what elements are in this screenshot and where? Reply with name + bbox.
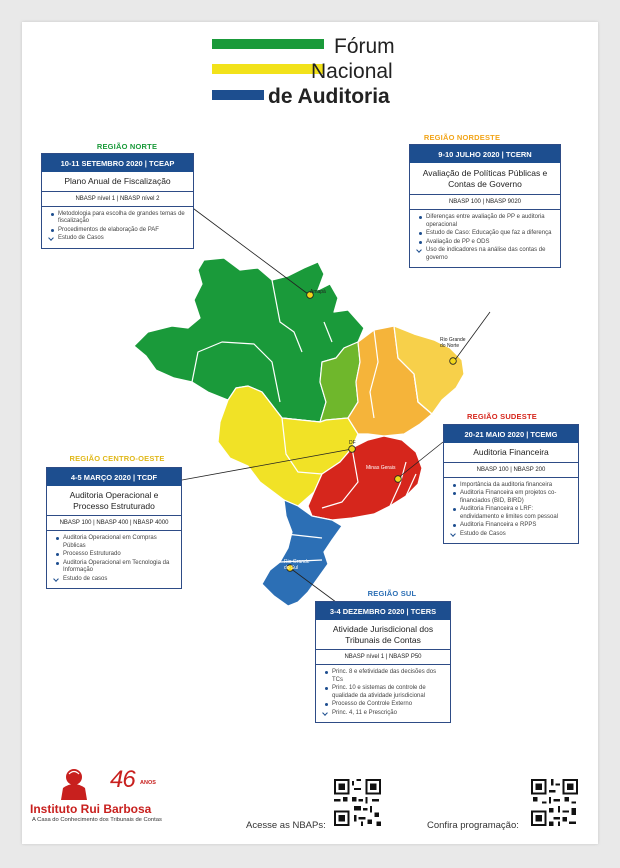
logo-anos: ANOS (140, 780, 156, 786)
event-card-date: 9-10 JULHO 2020 | TCERN (410, 145, 560, 163)
event-card-norms: NBASP nível 1 | NBASP P50 (316, 650, 450, 665)
event-card-title: Avaliação de Políticas Públicas e Contas de Governo (410, 163, 560, 195)
region-label-sul: REGIÃO SUL (367, 589, 417, 598)
map-label-rn: Rio Grande do Norte (440, 337, 466, 349)
region-label-sudeste: REGIÃO SUDESTE (467, 412, 537, 421)
logo-years: 46 (110, 766, 135, 793)
event-card-topics (47, 531, 181, 588)
event-card-norms: NBASP nível 1 | NBASP nível 2 (42, 192, 193, 207)
qr-code-programacao-icon[interactable] (531, 779, 578, 826)
list-item: Auditoria Financeira em projetos co-financiados (BID, BIRD) (453, 490, 573, 505)
list-item: Princ. 8 e efetividade das decisões dos TCs (325, 669, 445, 684)
list-item: Estudo de casos (56, 576, 176, 584)
list-item: Estudo de Caso: Educação que faz a diferença (419, 230, 555, 238)
title-line-2: Nacional (311, 60, 393, 83)
list-item: Diferenças entre avaliação de PP e auditoria operacional (419, 214, 555, 229)
logo-tagline: A Casa do Conhecimento dos Tribunais de Contas (32, 817, 162, 823)
event-card-topics (42, 207, 193, 248)
nbaps-label: Acesse as NBAPs: (246, 820, 326, 831)
poster (22, 22, 598, 844)
title-line-1: Fórum (334, 35, 395, 58)
list-item: Auditoria Financeira e RPPS (453, 522, 573, 530)
list-item: Procedimentos de elaboração de PAF (51, 227, 188, 235)
list-item: Princ. 10 e sistemas de controle de qualidade da atividade jurisdicional (325, 685, 445, 700)
event-card-title: Atividade Jurisdicional dos Tribunais de Contas (316, 620, 450, 650)
logo-name: Instituto Rui Barbosa (30, 802, 152, 816)
map-label-df: DF (349, 440, 356, 446)
event-card-nordeste[interactable] (409, 144, 561, 268)
list-item: Importância da auditoria financeira (453, 482, 573, 490)
list-item: Auditoria Operacional em Tecnologia da Informação (56, 560, 176, 575)
list-item: Processo Estruturado (56, 551, 176, 559)
qr-code-nbaps-icon[interactable] (334, 779, 381, 826)
list-item: Avaliação de PP e ODS (419, 239, 555, 247)
event-card-date: 3-4 DEZEMBRO 2020 | TCERS (316, 602, 450, 620)
event-card-title: Auditoria Operacional e Processo Estruturado (47, 486, 181, 516)
event-card-date: 10-11 SETEMBRO 2020 | TCEAP (42, 154, 193, 172)
event-card-topics (410, 210, 560, 267)
event-card-title: Auditoria Financeira (444, 443, 578, 463)
event-card-sudeste[interactable] (443, 424, 579, 544)
list-item: Auditoria Financeira e LRF: endividamento e limites com pessoal (453, 506, 573, 521)
map-label-rs: Rio Grande do Sul (284, 559, 310, 571)
event-card-title: Plano Anual de Fiscalização (42, 172, 193, 192)
title-line-3: de Auditoria (268, 85, 390, 108)
irb-logo[interactable] (30, 766, 220, 832)
list-item: Processo de Controle Externo (325, 701, 445, 709)
event-card-topics (444, 478, 578, 544)
logo-portrait-icon (57, 766, 91, 800)
list-item: Uso de indicadores na análise das contas de governo (419, 247, 555, 262)
map-label-amapa: Amapá (310, 289, 326, 295)
list-item: Auditoria Operacional em Compras Públicas (56, 535, 176, 550)
region-label-norte: REGIÃO NORTE (96, 142, 158, 151)
event-card-norte[interactable] (41, 153, 194, 249)
event-card-norms: NBASP 100 | NBASP 400 | NBASP 4000 (47, 516, 181, 531)
programacao-label: Confira programação: (427, 820, 519, 831)
event-card-centro-oeste[interactable] (46, 467, 182, 589)
event-card-norms: NBASP 100 | NBASP 200 (444, 463, 578, 478)
list-item: Estudo de Casos (51, 235, 188, 243)
region-label-centro-oeste: REGIÃO CENTRO-OESTE (69, 454, 165, 463)
event-card-norms: NBASP 100 | NBASP 9020 (410, 195, 560, 210)
event-card-topics (316, 665, 450, 722)
event-card-date: 4-5 MARÇO 2020 | TCDF (47, 468, 181, 486)
list-item: Estudo de Casos (453, 531, 573, 539)
event-card-date: 20-21 MAIO 2020 | TCEMG (444, 425, 578, 443)
region-label-nordeste: REGIÃO NORDESTE (423, 133, 501, 142)
list-item: Princ. 4, 11 e Prescrição (325, 710, 445, 718)
map-label-mg: Minas Gerais (366, 465, 396, 471)
event-card-sul[interactable] (315, 601, 451, 723)
list-item: Metodologia para escolha de grandes temas de fiscalização (51, 211, 188, 226)
